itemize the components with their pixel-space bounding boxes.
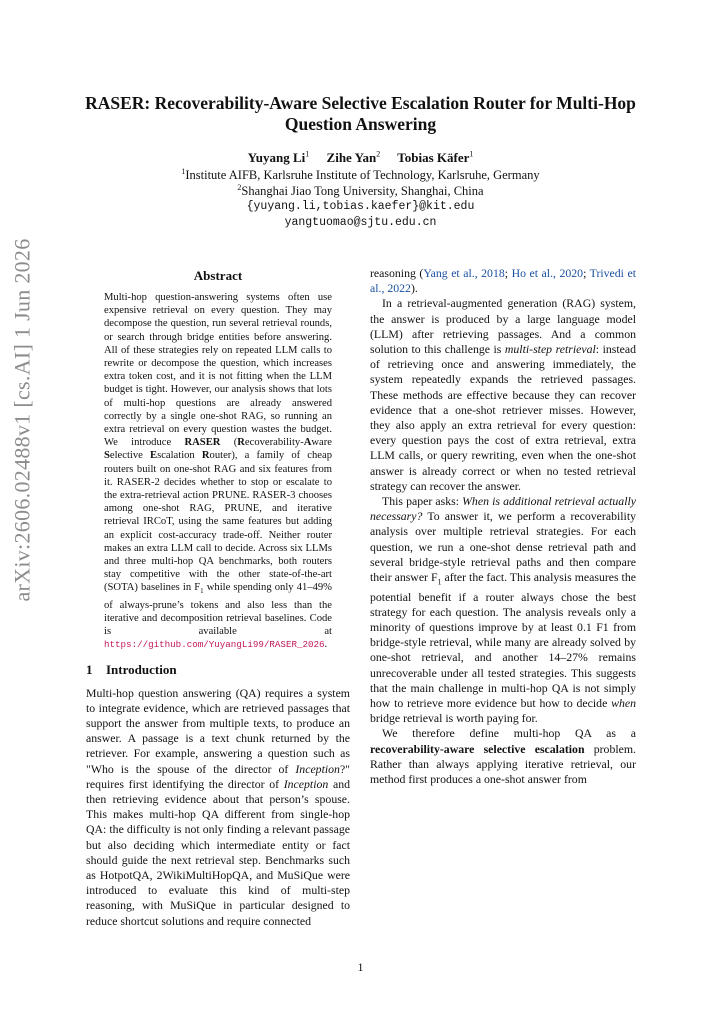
author-affil-mark: 1 [469,149,474,159]
citation-link[interactable]: Trivedi et al., 2022 [370,266,636,296]
intro-paragraph-3: This paper asks: When is additional retrieval actually necessary? To answer it, we perform a recoverability analysis over multiple retrieval strategies. For each question, we run a one-shot dense retrieval path and several bridge-style retrieval paths and then compare their answer $F_1$ after the fact. This analysis measures the potential benefit if a router always chose the best strategy for each question. The analysis reveals only a minority of questions improve by at least 0.1 F1 from bridge-style retrieval, while many are already solved by one-shot retrieval, and another 14–27% remains unrecoverable under all tested strategies. This suggests that the main challenge in multi-hop QA is not simply how to retrieve more evidence but how to decide when bridge retrieval is worth paying for. [370,494,636,726]
affiliation-text: Institute AIFB, Karlsruhe Institute of Technology, Karlsruhe, Germany [185,168,540,182]
arxiv-identifier-stamp [6,140,40,700]
affil-mark: 1 [181,166,186,176]
abstract-heading: Abstract [193,268,243,283]
affiliation-line [80,168,641,184]
author-list [80,150,641,166]
intro-paragraph-2: In a retrieval-augmented generation (RAG) system, the answer is produced by a large language model (LLM) after retrieving passages. And a common solution to this challenge is multi-step retrieval: instead of retrieving once and answering immediately, the system repeatedly expands the retrieved passages. These methods are effective because they can recover evidence that a one-shot retriever misses. However, they also apply an extra retrieval for every question: every question pays the cost of extra retrieval, extra LLM calls, or query rewriting, even when the one-shot answer is already correct or when no tested retrieval strategy can recover the answer. [370,296,636,493]
code-link[interactable]: https://github.com/YuyangLi99/RASER_2026 [104,639,325,651]
arxiv-id-text: arXiv:2606.02488v1 [cs.AI] 1 Jun 2026 [10,238,35,602]
intro-paragraph-1-tail: reasoning ( [370,266,424,280]
affiliation-block [80,168,641,230]
page-number: 1 [357,960,364,974]
citation-link[interactable]: Ho et al., 2020 [511,266,584,280]
paper-title: RASER: Recoverability-Aware Selective Escalation Router for Multi-Hop Question Answering [85,93,636,134]
affiliation-text: Shanghai Jiao Tong University, Shanghai, China [241,183,484,198]
affil-mark: 2 [237,182,242,192]
author-affil-mark: 1 [305,149,310,159]
affiliation-line [80,184,641,200]
email-line: {yuyang.li,tobias.kaefer}@kit.edu [246,200,475,213]
author-name: Yuyang Li [247,150,306,165]
intro-paragraph-1-continued: reasoning (Yang et al., 2018; Ho et al., 2020; Trivedi et al., 2022). [370,266,636,296]
intro-paragraph-4: We therefore define multi-hop QA as a recoverability-aware selective escalation problem. Rather than always applying iterative retrieval, our method first produces a one-shot answer from [370,726,636,787]
section-heading-introduction: 1 Introduction [86,661,177,677]
abstract-text: Multi-hop question-answering systems often use expensive retrieval on every question. They may decompose the question, run several retrieval rounds, or search through bridge entities before answering. All of these strategies rely on repeated LLM calls to rewrite or decompose the question, which increases extra token cost, and it is not fitting when the LLM budget is tight. However, our analysis shows that lots of multi-hop questions are already answered correctly by a single one-shot RAG, so running an extra retrieval on every question wastes the budget. We introduce RASER (Recoverability-Aware Selective Escalation Router), a family of cheap routers built on one-shot RAG and six features from it. RASER-2 decides whether to stop or escalate to the extra-retrieval action PRUNE. RASER-3 chooses among one-shot RAG, PRUNE, and iterative retrieval IRCoT, using the same features but adding an explicit cost-accuracy trade-off. Neither router makes an extra LLM call to decide. Across six LLMs and three multi-hop QA benchmarks, both routers stay competitive with the other state-of-the-art (SOTA) baselines in $F_1$ while spending only 41–49% of always-prune’s tokens and also less than the iterative and decomposition retrieval baselines. Code is available at https://github.com/YuyangLi99/RASER_2026. [104,292,333,651]
right-column [370,266,636,787]
author-name: Tobias Käfer [397,150,470,165]
citation-link[interactable]: Yang et al., 2018 [423,266,505,280]
intro-paragraph-1: Multi-hop question answering (QA) requires a system to integrate evidence, which are retrieved passages that support the answer from multiple texts, to produce an answer. A passage is a text chunk returned by the retriever. For example, answering a question such as "Who is the spouse of the director of Inception?" requires first identifying the director of Inception and then retrieving evidence about that person’s spouse. This makes multi-hop QA different from single-hop QA: the difficulty is not only finding a relevant passage but also deciding which intermediate entity or fact should guide the next retrieval step. Benchmarks such as HotpotQA, 2WikiMultiHopQA, and MuSiQue were introduced to evaluate this kind of multi-step reasoning, with MuSiQue in particular designed to reduce shortcut solutions and require connected [86,685,350,928]
author-name: Zihe Yan [326,150,377,165]
left-column [86,268,350,929]
email-line: yangtuomao@sjtu.edu.cn [284,215,437,229]
author-affil-mark: 2 [376,149,381,159]
